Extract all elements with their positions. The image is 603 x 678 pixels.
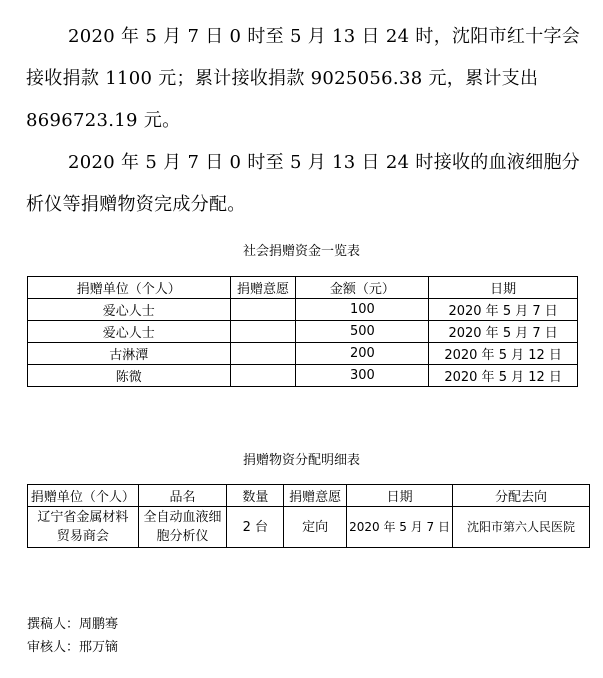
goods-cell-date: 2020 年 5 月 7 日 [347, 507, 453, 548]
table-row [28, 321, 578, 343]
funds-cell-intent [230, 321, 296, 343]
funds-header-intent: 捐赠意愿 [230, 277, 296, 299]
funds-table-title: 社会捐赠资金一览表 [242, 244, 360, 259]
goods-table [27, 484, 590, 548]
funds-cell-amount: 300 [296, 365, 429, 387]
funds-cell-donor: 爱心人士 [28, 299, 231, 321]
funds-cell-intent [230, 365, 296, 387]
goods-table-title: 捐赠物资分配明细表 [242, 453, 360, 468]
funds-cell-intent [230, 299, 296, 321]
goods-header-donor: 捐赠单位（个人） [28, 485, 139, 507]
funds-header-amount: 金额（元） [296, 277, 429, 299]
funds-cell-amount: 500 [296, 321, 429, 343]
goods-header-quantity: 数量 [227, 485, 284, 507]
goods-cell-intent: 定向 [284, 507, 347, 548]
funds-cell-donor: 陈微 [28, 365, 231, 387]
goods-header-intent: 捐赠意愿 [284, 485, 347, 507]
funds-cell-amount: 100 [296, 299, 429, 321]
table-row [28, 507, 590, 548]
table-row [28, 343, 578, 365]
funds-cell-date: 2020 年 5 月 7 日 [429, 299, 578, 321]
reviewer-signature: 审核人：邢万镝 [27, 640, 119, 655]
goods-header-date: 日期 [347, 485, 453, 507]
writer-signature: 撰稿人：周鹏骞 [27, 617, 119, 632]
funds-cell-amount: 200 [296, 343, 429, 365]
table-row [28, 365, 578, 387]
paragraph-goods-distribution: 2020 年 5 月 7 日 0 时至 5 月 13 日 24 时接收的血液细胞分析仪等捐赠物资完成分配。 [26, 152, 581, 215]
funds-cell-donor: 古淋潭 [28, 343, 231, 365]
table-row [28, 299, 578, 321]
funds-header-donor: 捐赠单位（个人） [28, 277, 231, 299]
paragraph-donations-summary: 2020 年 5 月 7 日 0 时至 5 月 13 日 24 时，沈阳市红十字会接收捐款 1100 元；累计接收捐款 9025056.38 元，累计支出 8696723.19 元。 [26, 26, 581, 131]
goods-cell-quantity: 2 台 [227, 507, 284, 548]
goods-cell-donor: 辽宁省金属材料贸易商会 [28, 507, 139, 548]
funds-cell-date: 2020 年 5 月 7 日 [429, 321, 578, 343]
funds-cell-donor: 爱心人士 [28, 321, 231, 343]
goods-table-header-row [28, 485, 590, 507]
goods-cell-item: 全自动血液细胞分析仪 [138, 507, 227, 548]
goods-header-item: 品名 [138, 485, 227, 507]
funds-table-header-row [28, 277, 578, 299]
funds-header-date: 日期 [429, 277, 578, 299]
funds-cell-date: 2020 年 5 月 12 日 [429, 365, 578, 387]
funds-table [27, 276, 578, 387]
funds-cell-date: 2020 年 5 月 12 日 [429, 343, 578, 365]
goods-header-destination: 分配去向 [453, 485, 590, 507]
goods-cell-destination: 沈阳市第六人民医院 [453, 507, 590, 548]
funds-cell-intent [230, 343, 296, 365]
